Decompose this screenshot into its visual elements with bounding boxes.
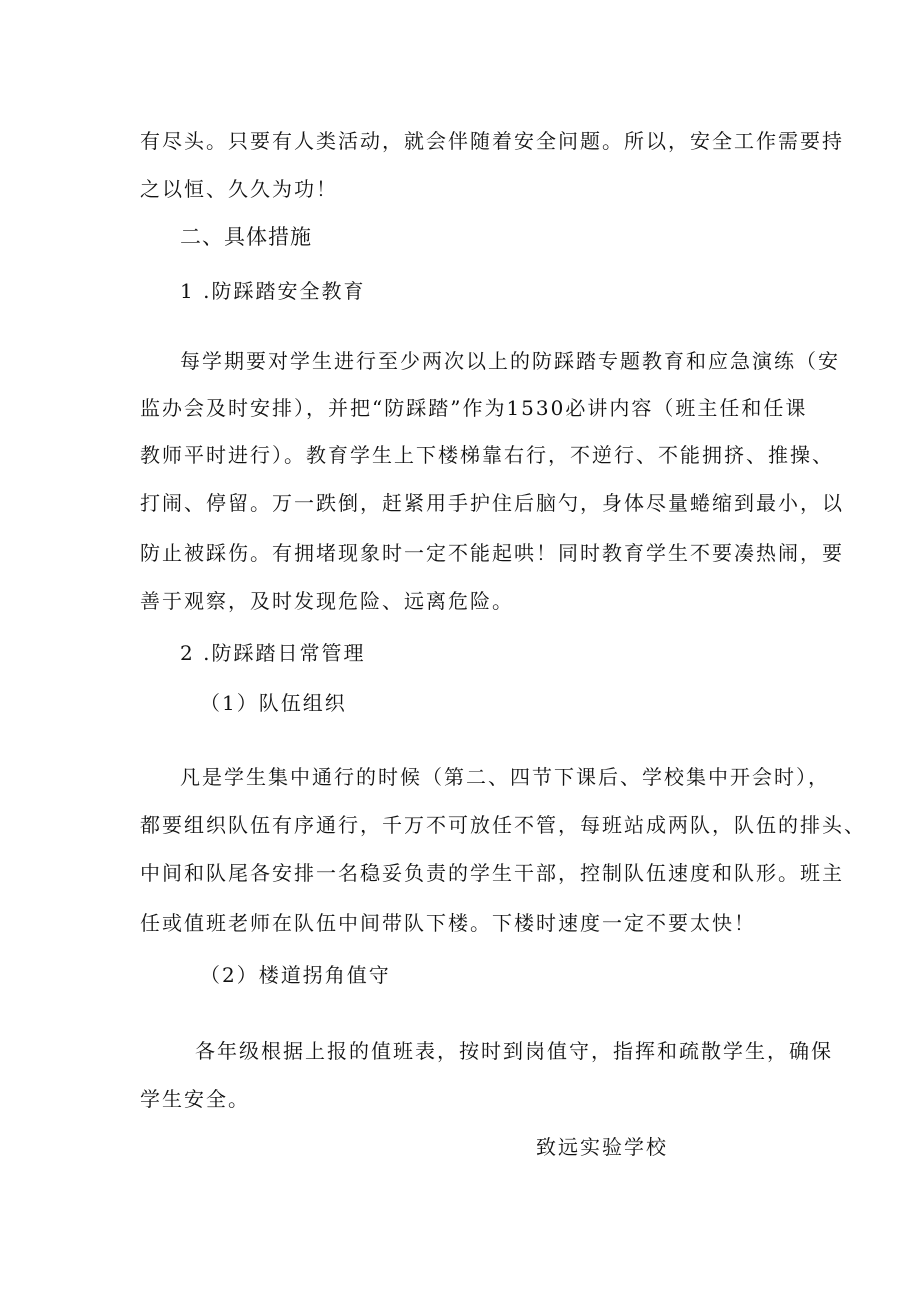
paragraph-line: 任或值班老师在队伍中间带队下楼。下楼时速度一定不要太快！ xyxy=(140,911,756,935)
section-title: 二、具体措施 xyxy=(180,225,312,249)
item-title: （2）楼道拐角值守 xyxy=(200,963,391,987)
paragraph-line: 都要组织队伍有序通行，千万不可放任不管，每班站成两队，队伍的排头、 xyxy=(140,813,866,837)
paragraph-line: 防止被踩伤。有拥堵现象时一定不能起哄！同时教育学生不要凑热闹，要 xyxy=(140,541,844,565)
signature: 致远实验学校 xyxy=(536,1135,668,1159)
paragraph-line: 学生安全。 xyxy=(140,1087,250,1111)
paragraph-line: 教师平时进行）。教育学生上下楼梯靠右行，不逆行、不能拥挤、推操、 xyxy=(140,443,834,467)
paragraph-line: 监办会及时安排），并把“防踩踏”作为1530必讲内容（班主任和任课 xyxy=(140,396,808,420)
paragraph-line: 善于观察，及时发现危险、远离危险。 xyxy=(140,589,514,613)
item-title: （1）队伍组织 xyxy=(200,691,347,715)
paragraph-line: 打闹、停留。万一跌倒，赶紧用手护住后脑勺，身体尽量蜷缩到最小，以 xyxy=(140,491,844,515)
subsection-title: 1 .防踩踏安全教育 xyxy=(180,279,366,303)
paragraph-line: 有尽头。只要有人类活动，就会伴随着安全问题。所以，安全工作需要持 xyxy=(140,129,844,153)
paragraph-line: 中间和队尾各安排一名稳妥负责的学生干部，控制队伍速度和队形。班主 xyxy=(140,861,844,885)
paragraph-line: 每学期要对学生进行至少两次以上的防踩踏专题教育和应急演练（安 xyxy=(180,349,840,373)
subsection-title: 2 .防踩踏日常管理 xyxy=(180,641,366,665)
paragraph-line: 之以恒、久久为功！ xyxy=(140,177,338,201)
paragraph-line: 凡是学生集中通行的时候（第二、四节下课后、学校集中开会时）， xyxy=(180,765,830,789)
paragraph-line: 各年级根据上报的值班表，按时到岗值守，指挥和疏散学生，确保 xyxy=(195,1039,833,1063)
